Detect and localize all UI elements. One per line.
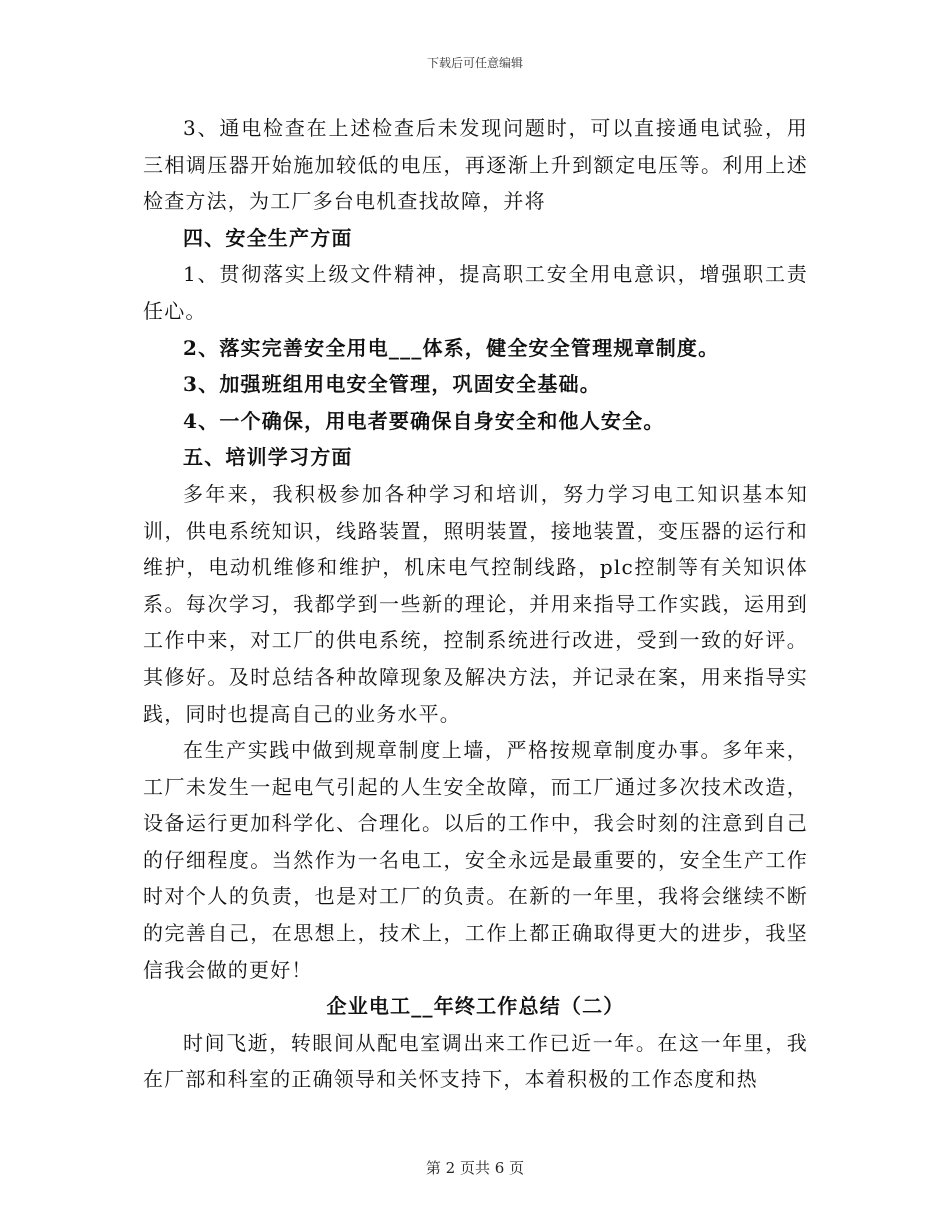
page-footer: 第 2 页共 6 页 — [425, 1159, 525, 1177]
paragraph-training: 多年来，我积极参加各种学习和培训，努力学习电工知识基本知训，供电系统知识，线路装置，照明装置，接地装置，变压器的运行和维护，电动机维修和维护，机床电气控制线路，plc控制等有关知识体系。每次学习，我都学到一些新的理论，并用来指导工作实践，运用到工作中来，对工厂的供电系统，控制系统进行改进，受到一致的好评。其修好。及时总结各种故障现象及解决方法，并记录在案，用来指导实践，同时也提高自己的业务水平。 — [143, 481, 808, 726]
section-heading-training: 五、培训学习方面 — [183, 445, 353, 470]
section-title-summary-2: 企业电工__年终工作总结（二） — [326, 994, 625, 1019]
document-body — [143, 110, 808, 1098]
paragraph-power-on-check: 3、通电检查在上述检查后未发现问题时，可以直接通电试验，用三相调压器开始施加较低的电压，再逐渐上升到额定电压等。利用上述检查方法，为工厂多台电机查找故障，并将 — [143, 116, 808, 214]
paragraph-safety-item-3: 3、加强班组用电安全管理，巩固安全基础。 — [183, 372, 601, 397]
page-header: 下载后可任意编辑 — [426, 56, 523, 70]
paragraph-practice: 在生产实践中做到规章制度上墙，严格按规章制度办事。多年来，工厂未发生一起电气引起的人生安全故障，而工厂通过多次技术改造，设备运行更加科学化、合理化。以后的工作中，我会时刻的注意到自己的仔细程度。当然作为一名电工，安全永远是最重要的，安全生产工作时对个人的负责，也是对工厂的负责。在新的一年里，我将会继续不断的完善自己，在思想上，技术上，工作上都正确取得更大的进步，我坚信我会做的更好！ — [143, 738, 808, 982]
paragraph-summary-intro: 时间飞逝，转眼间从配电室调出来工作已近一年。在这一年里，我在厂部和科室的正确领导和关怀支持下，本着积极的工作态度和热 — [143, 1030, 808, 1092]
section-heading-safety: 四、安全生产方面 — [183, 225, 353, 250]
paragraph-safety-item-2: 2、落实完善安全用电___体系，健全安全管理规章制度。 — [183, 335, 720, 360]
paragraph-safety-item-4: 4、一个确保，用电者要确保自身安全和他人安全。 — [183, 408, 665, 433]
paragraph-safety-item-1: 1、贯彻落实上级文件精神，提高职工安全用电意识，增强职工责任心。 — [143, 262, 808, 323]
